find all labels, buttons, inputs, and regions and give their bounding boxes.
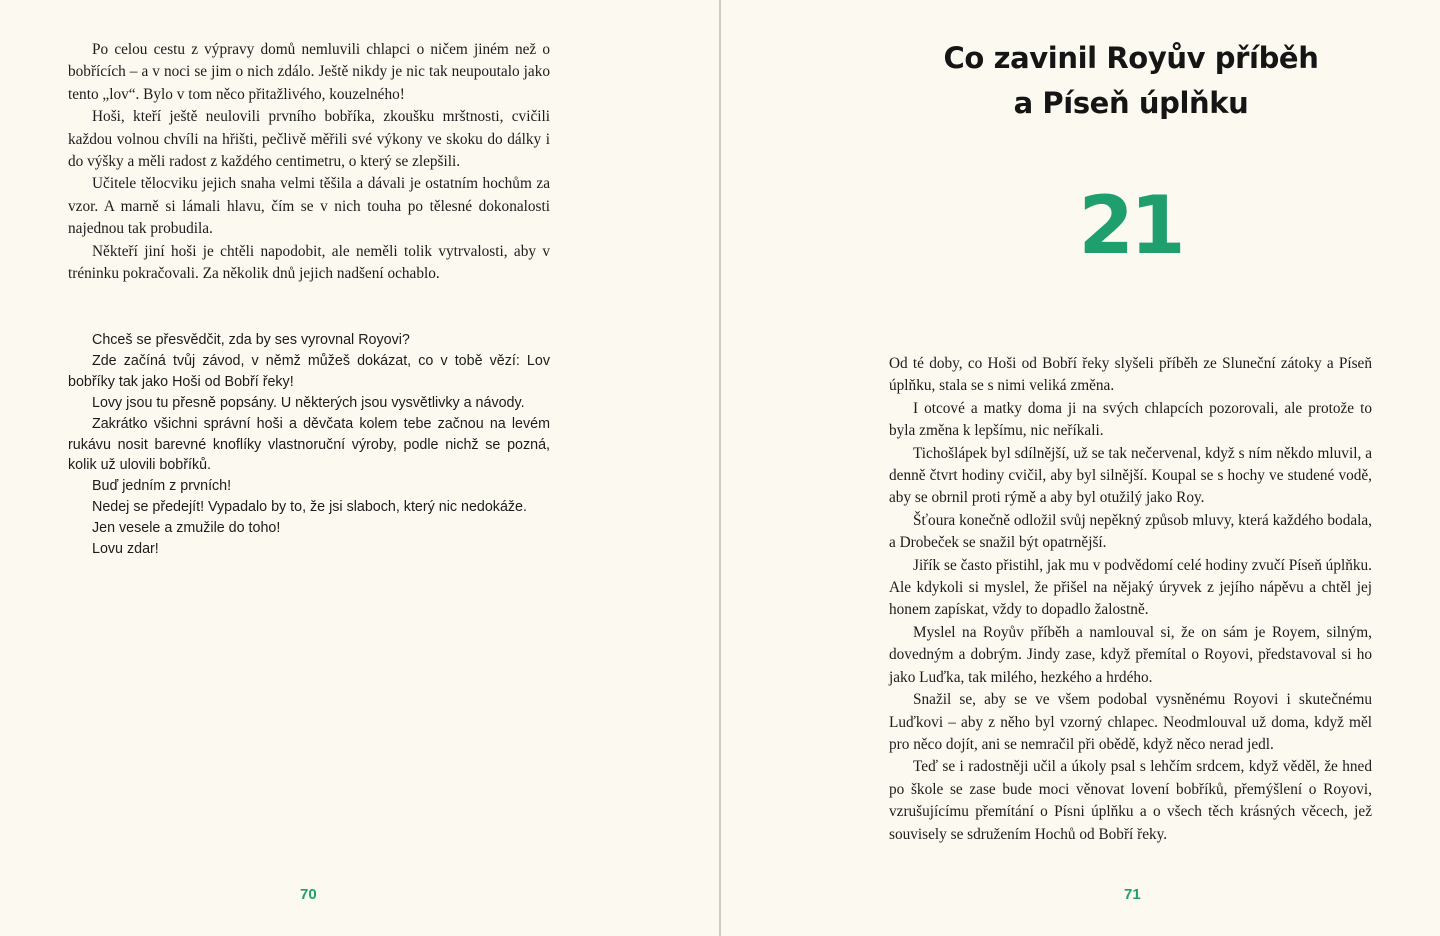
appeal-line: Zde začíná tvůj závod, v němž můžeš dokázat, co v tobě vězí: Lov bobříky tak jako Hoši od Bobří řeky! [68,352,550,390]
chapter-number: 21 [1078,179,1182,272]
appeal-line: Lovu zdar! [92,541,159,558]
appeal-line: Lovy jsou tu přesně popsány. U některých jsou vysvětlivky a návody. [92,394,525,411]
chapter-title [900,36,1362,126]
chapter-title-line-2: a Píseň úplňku [1013,86,1249,120]
appeal-line: Chceš se přesvědčit, zda by ses vyrovnal Royovi? [92,332,410,348]
paragraph: Učitele tělocviku jejich snaha velmi těšila a dávali je ostatním hochům za vzor. A marně si lámali hlavu, čím se v nich touha po tělesné dokonalosti najednou tak probudila. [68,175,550,238]
paragraph: Od té doby, co Hoši od Bobří řeky slyšeli příběh ze Sluneční zátoky a Píseň úplňku, stala se s nimi veliká změna. [889,355,1372,395]
paragraph: I otcové a matky doma ji na svých chlapcích pozorovali, ale protože to byla změna k lepšímu, nic neříkali. [889,399,1372,440]
paragraph: Někteří jiní hoši je chtěli napodobit, ale neměli tolik vytrvalosti, aby v tréninku pokračovali. Za několik dnů jejich nadšení ochablo. [68,242,550,283]
paragraph: Myslel na Royův příběh a namlouval si, že on sám je Royem, silným, dovedným a dobrým. Jindy zase, když přemítal o Royovi, představoval si ho jako Luďka, tak milého, hezkého a hrdého. [889,623,1372,686]
left-page-body [68,39,550,285]
appeal-line: Zakrátko všichni správní hoši a děvčata kolem tebe začnou na levém rukávu nosit barevné knoflíky vlastnoruční výroby, podle nichž se pozná, kolik už ulovili bobříků. [68,415,550,474]
appeal-line: Buď jedním z prvních! [92,478,232,495]
chapter-title-line-1: Co zavinil Royův příběh [943,41,1319,75]
paragraph: Šťoura konečně odložil svůj nepěkný způsob mluvy, která každého bodala, a Drobeček se snažil být opatrnější. [889,511,1372,552]
right-page-body [889,353,1372,846]
page-number-right: 71 [1124,886,1141,903]
paragraph: Po celou cestu z výpravy domů nemluvili chlapci o ničem jiném než o bobřících – a v noci se jim o nich zdálo. Ještě nikdy je nic tak neupoutalo jako tento „lov“. Bylo v tom něco přitažlivého, kouzelného! [68,41,550,103]
paragraph: Hoši, kteří ještě neulovili prvního bobříka, zkoušku mrštnosti, cvičili každou volnou chvíli na hřišti, pečlivě měřili své výkony ve skoku do dálky i do výšky a měli radost z každého centimetru, o který se zlepšili. [68,108,550,171]
appeal-line: Jen vesele a zmužile do toho! [92,520,281,537]
page-number-left: 70 [300,886,317,903]
appeal-line: Nedej se předejít! Vypadalo by to, že jsi slaboch, který nic nedokáže. [92,499,527,516]
paragraph: Snažil se, aby se ve všem podobal vysněnému Royovi i skutečnému Luďkovi – aby z něho byl vzorný chlapec. Neodmlouval už doma, když měl pro něco dojít, ani se nemračil při obědě, když něco nerad jedl. [889,691,1372,753]
paragraph: Tichošlápek byl sdílnější, už se tak nečervenal, když s ním někdo mluvil, a denně čtvrt hodiny cvičil, aby byl silnější. Koupal se s hochy ve studené vodě, aby se obrnil proti rýmě a aby byl otužilý jako Roy. [889,444,1372,507]
paragraph: Jiřík se často přistihl, jak mu v podvědomí celé hodiny zvučí Píseň úplňku. Ale kdykoli si myslel, že přišel na nějaký úryvek z jejího nápěvu a chtěl jej honem zapískat, vždy to dopadlo žalostně. [889,556,1372,619]
left-page-appeal [68,330,550,560]
paragraph: Teď se i radostněji učil a úkoly psal s lehčím srdcem, když věděl, že hned po škole se zase bude moci věnovat lovení bobříků, přemýšlení o Royovi, vzrušujícímu přemítání o Písni úplňku a o všech těch krásných věcech, jež souvisely se sdružením Hochů od Bobří řeky. [889,758,1372,843]
